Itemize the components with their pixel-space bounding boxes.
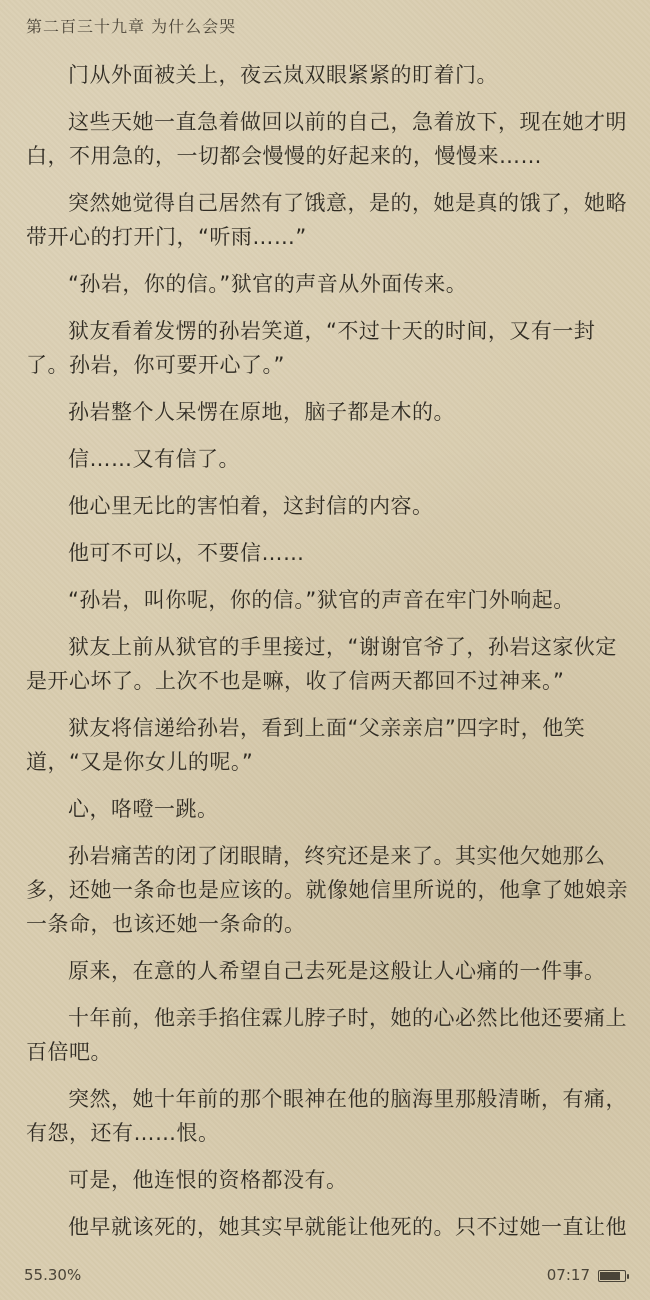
paragraph: 突然，她十年前的那个眼神在他的脑海里那般清晰，有痛，有怨，还有……恨。 bbox=[26, 1087, 627, 1145]
battery-icon bbox=[598, 1270, 626, 1282]
paragraph: 原来，在意的人希望自己去死是这般让人心痛的一件事。 bbox=[68, 959, 606, 983]
reading-progress: 55.30% bbox=[24, 1266, 82, 1284]
paragraph: 门从外面被关上，夜云岚双眼紧紧的盯着门。 bbox=[68, 63, 498, 87]
paragraph: 突然她觉得自己居然有了饿意，是的，她是真的饿了，她略带开心的打开门，“听雨……” bbox=[26, 191, 627, 249]
clock-time: 07:17 bbox=[546, 1266, 590, 1284]
paragraph: 这些天她一直急着做回以前的自己，急着放下，现在她才明白，不用急的，一切都会慢慢的好起来的，慢慢来…… bbox=[26, 110, 627, 168]
paragraph: 十年前，他亲手掐住霖儿脖子时，她的心必然比他还要痛上百倍吧。 bbox=[26, 1006, 627, 1064]
battery-level-fill bbox=[600, 1272, 620, 1280]
paragraph: 狱友将信递给孙岩，看到上面“父亲亲启”四字时，他笑道，“又是你女儿的呢。” bbox=[26, 716, 586, 774]
paragraph: 他可不可以，不要信…… bbox=[68, 541, 305, 565]
paragraph: 信……又有信了。 bbox=[68, 447, 240, 471]
paragraph: 孙岩痛苦的闭了闭眼睛，终究还是来了。其实他欠她那么多，还她一条命也是应该的。就像她信里所说的，他拿了她娘亲一条命，也该还她一条命的。 bbox=[26, 844, 628, 936]
paragraph: 孙岩整个人呆愣在原地，脑子都是木的。 bbox=[68, 400, 455, 424]
chapter-content[interactable] bbox=[26, 58, 628, 1240]
status-footer bbox=[0, 1260, 650, 1300]
chapter-title: 第二百三十九章 为什么会哭 bbox=[26, 17, 237, 36]
paragraph: 可是，他连恨的资格都没有。 bbox=[68, 1168, 348, 1192]
paragraph: 心，咯噔一跳。 bbox=[68, 797, 219, 821]
paragraph: 狱友看着发愣的孙岩笑道，“不过十天的时间，又有一封了。孙岩，你可要开心了。” bbox=[26, 319, 596, 377]
paragraph: “孙岩，叫你呢，你的信。”狱官的声音在牢门外响起。 bbox=[68, 588, 575, 612]
paragraph: “孙岩，你的信。”狱官的声音从外面传来。 bbox=[68, 272, 468, 296]
paragraph: 他心里无比的害怕着，这封信的内容。 bbox=[68, 494, 434, 518]
paragraph: 他早就该死的，她其实早就能让他死的。只不过她一直让他 bbox=[68, 1215, 627, 1239]
paragraph: 狱友上前从狱官的手里接过，“谢谢官爷了，孙岩这家伙定是开心坏了。上次不也是嘛，收了信两天都回不过神来。” bbox=[26, 635, 617, 693]
